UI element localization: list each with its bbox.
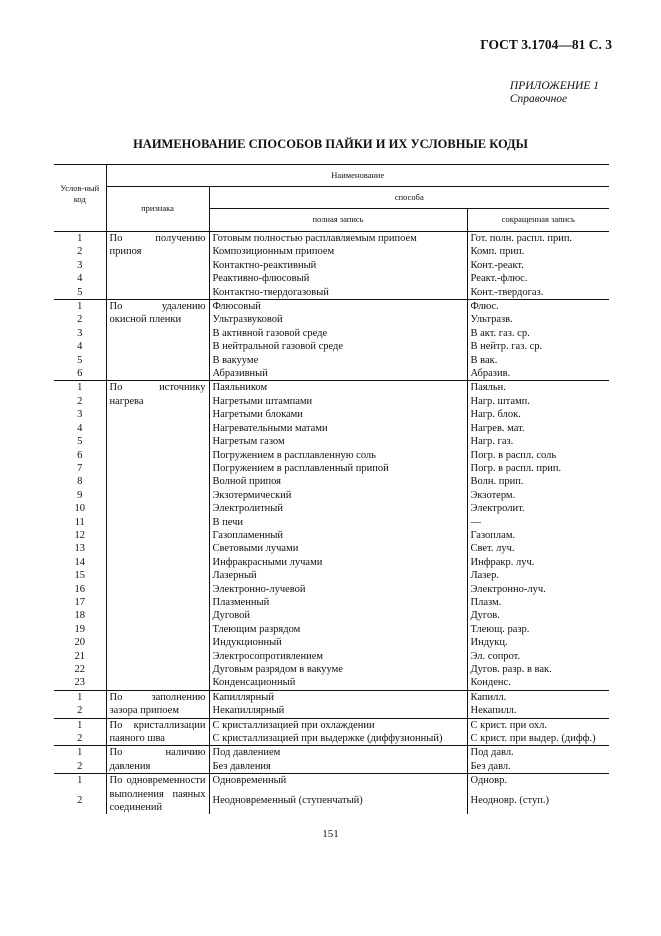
row-short-name: Нагрев. мат. — [467, 422, 609, 435]
row-short-name: Погр. в распл. соль — [467, 449, 609, 462]
row-code: 21 — [74, 650, 85, 662]
row-short-name: Под давл. — [467, 746, 609, 760]
header-short: сокращенная запись — [467, 209, 609, 232]
row-full-name: Дуговой — [209, 609, 467, 622]
row-code: 22 — [74, 664, 85, 675]
row-short-name: Абразив. — [467, 367, 609, 381]
row-code: 2 — [77, 760, 83, 772]
row-full-name: С кристаллизацией при охлаждении — [209, 718, 467, 732]
row-code: 5 — [77, 354, 83, 366]
soldering-methods-table — [54, 164, 609, 814]
row-short-name: Конденс. — [467, 676, 609, 690]
row-short-name: Экзотерм. — [467, 489, 609, 502]
row-full-name: Индукционный — [209, 636, 467, 649]
row-code: 16 — [74, 583, 85, 595]
row-code: 1 — [77, 301, 83, 313]
row-full-name: Нагревательными матами — [209, 422, 467, 435]
row-code: 12 — [74, 529, 85, 541]
row-short-name: Дугов. разр. в вак. — [467, 663, 609, 676]
row-full-name: Нагретыми штампами — [209, 395, 467, 408]
document-standard-code: ГОСТ 3.1704—81 С. 3 — [480, 37, 612, 52]
row-full-name: В активной газовой среде — [209, 327, 467, 340]
row-full-name: Погружением в расплавленную соль — [209, 449, 467, 462]
row-code: 5 — [77, 286, 83, 298]
row-short-name: С крист. при охл. — [467, 718, 609, 732]
row-code: 23 — [74, 677, 85, 689]
row-code: 2 — [77, 795, 83, 807]
row-full-name: Некапиллярный — [209, 704, 467, 718]
row-full-name: В печи — [209, 516, 467, 529]
row-short-name: Реакт.-флюс. — [467, 272, 609, 285]
group-feature: По наличию давления — [106, 746, 209, 774]
row-code: 4 — [77, 422, 83, 434]
row-full-name: Тлеющим разрядом — [209, 623, 467, 636]
row-short-name: Капилл. — [467, 690, 609, 704]
row-code: 11 — [74, 516, 85, 528]
row-code: 1 — [77, 719, 83, 731]
row-short-name: Погр. в распл. прип. — [467, 462, 609, 475]
row-full-name: Нагретыми блоками — [209, 408, 467, 421]
row-code: 6 — [77, 449, 83, 461]
row-short-name: Гот. полн. распл. прип. — [467, 232, 609, 246]
group-feature: По получению припоя — [106, 232, 209, 300]
row-short-name: Волн. прип. — [467, 475, 609, 488]
row-short-name: Некапилл. — [467, 704, 609, 718]
row-short-name: Тлеющ. разр. — [467, 623, 609, 636]
row-short-name: Ультразв. — [467, 313, 609, 326]
row-code: 2 — [77, 705, 83, 717]
row-full-name: Экзотермический — [209, 489, 467, 502]
row-short-name: Свет. луч. — [467, 542, 609, 555]
row-short-name: Флюс. — [467, 300, 609, 314]
row-full-name: Флюсовый — [209, 300, 467, 314]
row-short-name: Лазер. — [467, 569, 609, 582]
row-code: 17 — [74, 596, 85, 608]
row-code: 2 — [77, 733, 83, 745]
page-number: 151 — [322, 828, 339, 840]
row-code: 20 — [74, 637, 85, 649]
row-full-name: В вакууме — [209, 354, 467, 367]
row-full-name: Абразивный — [209, 367, 467, 381]
row-full-name: Нагретым газом — [209, 435, 467, 448]
row-short-name: Индукц. — [467, 636, 609, 649]
row-full-name: Электронно-лучевой — [209, 583, 467, 596]
group-feature: По одновременности выполнения паяных соединений — [106, 774, 209, 815]
appendix-title: ПРИЛОЖЕНИЕ 1 — [509, 80, 599, 92]
row-short-name: Одновр. — [467, 774, 609, 795]
row-short-name: В нейтр. газ. ср. — [467, 340, 609, 353]
row-short-name: Неодновр. (ступ.) — [467, 794, 609, 814]
row-full-name: С кристаллизацией при выдержке (диффузионный) — [209, 732, 467, 746]
header-feature: признака — [106, 187, 209, 232]
header-code: Услов-ный код — [60, 183, 100, 204]
row-full-name: Световыми лучами — [209, 542, 467, 555]
appendix-label — [510, 80, 599, 106]
row-full-name: Капиллярный — [209, 690, 467, 704]
table-row — [54, 232, 609, 246]
row-short-name: Газоплам. — [467, 529, 609, 542]
table-row — [54, 718, 609, 732]
row-short-name: Электролит. — [467, 502, 609, 515]
table-row — [54, 300, 609, 314]
row-full-name: Реактивно-флюсовый — [209, 272, 467, 285]
row-full-name: Готовым полностью расплавляемым припоем — [209, 232, 467, 246]
row-code: 3 — [77, 409, 83, 421]
row-code: 19 — [74, 623, 85, 635]
row-full-name: Паяльником — [209, 381, 467, 395]
row-short-name: Нагр. блок. — [467, 408, 609, 421]
row-short-name: Комп. прип. — [467, 245, 609, 258]
row-code: 1 — [77, 775, 83, 787]
row-short-name: Конт.-реакт. — [467, 259, 609, 272]
row-full-name: Одновременный — [209, 774, 467, 795]
row-short-name: Конт.-твердогаз. — [467, 286, 609, 300]
row-code: 7 — [77, 462, 83, 474]
row-full-name: Погружением в расплавленный припой — [209, 462, 467, 475]
row-full-name: Волной припоя — [209, 475, 467, 488]
row-full-name: Плазменный — [209, 596, 467, 609]
row-short-name: Дугов. — [467, 609, 609, 622]
row-full-name: Конденсационный — [209, 676, 467, 690]
header-full: полная запись — [209, 209, 467, 232]
table-row — [54, 690, 609, 704]
table-row — [54, 774, 609, 795]
row-code: 1 — [77, 691, 83, 703]
row-code: 2 — [77, 395, 83, 407]
row-code: 15 — [74, 570, 85, 582]
appendix-note: Справочное — [509, 93, 568, 105]
row-full-name: В нейтральной газовой среде — [209, 340, 467, 353]
row-code: 14 — [74, 556, 85, 568]
row-code: 10 — [74, 503, 85, 515]
row-full-name: Лазерный — [209, 569, 467, 582]
row-code: 1 — [77, 233, 83, 244]
group-feature: По заполнению зазора припоем — [106, 690, 209, 718]
row-code: 5 — [77, 436, 83, 448]
row-full-name: Электросопротивлением — [209, 650, 467, 663]
row-code: 4 — [77, 341, 83, 353]
row-full-name: Дуговым разрядом в вакууме — [209, 663, 467, 676]
header-method: способа — [209, 187, 609, 209]
row-code: 2 — [77, 314, 83, 326]
row-code: 3 — [77, 327, 83, 339]
group-feature: По источнику нагрева — [106, 381, 209, 690]
row-short-name: Плазм. — [467, 596, 609, 609]
row-full-name: Ультразвуковой — [209, 313, 467, 326]
row-short-name: Электронно-луч. — [467, 583, 609, 596]
row-full-name: Без давления — [209, 760, 467, 774]
row-full-name: Электролитный — [209, 502, 467, 515]
row-code: 6 — [77, 368, 83, 380]
row-short-name: — — [467, 516, 609, 529]
row-full-name: Контактно-реактивный — [209, 259, 467, 272]
group-feature: По удалению окисной пленки — [106, 300, 209, 381]
row-code: 1 — [77, 382, 83, 394]
row-code: 18 — [74, 610, 85, 622]
row-code: 2 — [77, 246, 83, 258]
row-code: 13 — [74, 543, 85, 555]
row-full-name: Композиционным припоем — [209, 245, 467, 258]
row-full-name: Контактно-твердогазовый — [209, 286, 467, 300]
row-short-name: Нагр. штамп. — [467, 395, 609, 408]
table-row — [54, 746, 609, 760]
row-code: 3 — [77, 259, 83, 271]
row-full-name: Инфракрасными лучами — [209, 556, 467, 569]
row-full-name: Под давлением — [209, 746, 467, 760]
row-short-name: Паяльн. — [467, 381, 609, 395]
row-code: 8 — [77, 476, 83, 488]
page-title: НАИМЕНОВАНИЕ СПОСОБОВ ПАЙКИ И ИХ УСЛОВНЫЕ КОДЫ — [133, 137, 528, 151]
row-short-name: С крист. при выдер. (дифф.) — [467, 732, 609, 746]
row-full-name: Газопламенный — [209, 529, 467, 542]
row-short-name: В вак. — [467, 354, 609, 367]
row-code: 4 — [77, 273, 83, 285]
row-short-name: Нагр. газ. — [467, 435, 609, 448]
row-short-name: Инфракр. луч. — [467, 556, 609, 569]
group-feature: По кристаллизации паяного шва — [106, 718, 209, 746]
row-code: 9 — [77, 489, 83, 501]
row-code: 1 — [77, 747, 83, 759]
row-short-name: В акт. газ. ср. — [467, 327, 609, 340]
table-row — [54, 381, 609, 395]
row-short-name: Без давл. — [467, 760, 609, 774]
row-full-name: Неодновременный (ступенчатый) — [209, 794, 467, 814]
header-name: Наименование — [106, 165, 609, 187]
row-short-name: Эл. сопрот. — [467, 650, 609, 663]
